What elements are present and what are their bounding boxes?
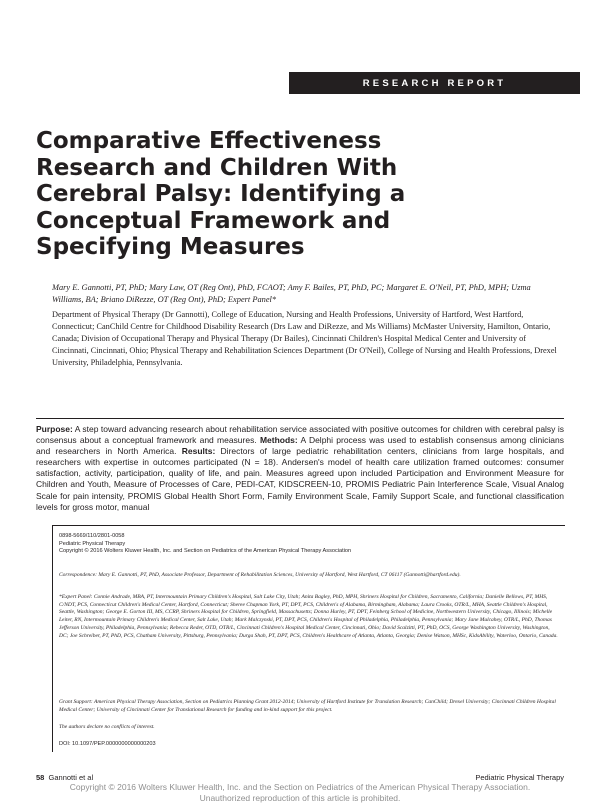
publication-info — [59, 533, 499, 556]
author-list: Mary E. Gannotti, PT, PhD; Mary Law, OT (Reg Ont), PhD, FCAOT; Amy F. Bailes, PT, PhD, PC; Margaret E. O'Neil, PT, PhD, MPH; Uzma Williams, BA; Briano DiRezze, OT (Reg Ont), PhD; Expert Panel* — [52, 283, 531, 304]
running-author: Gannotti et al — [48, 773, 94, 782]
copyright-watermark: Copyright © 2016 Wolters Kluwer Health, Inc. and the Section on Pediatrics of the American Physical Therapy Association. — [69, 782, 531, 792]
results-text: Directors of large pediatric rehabilitation centers, clinicians from large hospitals, and researchers with expertise in outcomes participated (N = 18). Andersen's model of health care utilization framed outcomes: consumer satisfaction, activity, participation, quality of life, and pain. Measures agreed upon included Participation and Environment Measure for Children and Youth, Measure of Processes of Care, PEDI-CAT, KIDSCREEN-10, PROMIS Pediatric Pain Interference Scale, Visual Analog Scale for pain intensity, PROMIS Global Health Short Form, Family Environment Scale, Family Support Scale, and functional classification levels for gross motor, manual — [36, 446, 564, 512]
page-footer-left — [36, 773, 93, 782]
doi[interactable]: DOI: 10.1097/PEP.0000000000000203 — [59, 741, 156, 747]
conflict-of-interest: The authors declare no conflicts of interest. — [59, 724, 155, 730]
running-journal: Pediatric Physical Therapy — [475, 773, 564, 782]
purpose-text: A step toward advancing research about rehabilitation service associated with positive outcomes for children with cerebral palsy is consensus about a conceptual framework and measures. — [36, 424, 564, 446]
expert-panel: *Expert Panel: Connie Andrade, MBA, PT, Intermountain Primary Children's Hospital, Salt Lake City, Utah; Anita Bagley, PhD, MPH, Shriners Hospital for Children, Sacramento, California; Danielle Bellows, PT, MHS, C/NDT, PCS, Connecticut Children's Medical Center, Hartford, Connecticut; Sheree Chapman York, PT, DPT, PCS, Children's of Alabama, Birmingham, Alabama; Laura Crooks, OTR/L, MHA, Seattle Children's Hospital, Seattle, Washington; George E. Gorton III, MS, CCRP, Shriners Hospital for Children, Springfield, Massachusetts; Donna Hurley, PT, DPT, Feinberg School of Medicine, Northwestern University, Chicago, Illinois; Michelle Leiter, RN, Intermountain Primary Children's Medical Center, Salt Lake, Utah; Mark Malczynski, PT, DPT, PCS, Children's Hospital of Philadelphia, Philadelphia, Pennsylvania; Mary Jane Mulcahey, OTR/L, PhD, Thomas Jefferson University, Philadelphia, Pennsylvania; Rebecca Reder, OTD, OTR/L, Cincinnati Children's Hospital Medical Center, Cincinnati, Ohio; David Scalzitti, PT, PhD, OCS, George Washington University, Washington, DC; Joe Schreiber, PT, PhD, PCS, Chatham University, Pittsburg, Pennsylvania; Durga Shah, PT, DPT, PCS, Children's Healthcare of Atlanta, Atlanta, Georgia; Denise Watson, MHSc, KidsAbility, Waterloo, Ontario, Canada. — [59, 594, 558, 639]
results-label: Results: — [181, 446, 216, 457]
article-title: Comparative Effectiveness Research and Children With Cerebral Palsy: Identifying a Conceptual Framework and Specifying Measures — [36, 128, 406, 260]
correspondence-label: Correspondence: — [59, 572, 97, 578]
reproduction-watermark: Unauthorized reproduction of this article is prohibited. — [199, 793, 401, 803]
correspondence-text: Mary E. Gannotti, PT, PhD, Associate Professor, Department of Rehabilitation Sciences, University of Hartford, West Hartford, CT 06117 (Gannotti@hartford.edu). — [96, 572, 461, 578]
purpose-label: Purpose: — [36, 424, 73, 434]
copyright-line: Copyright © 2016 Wolters Kluwer Health, Inc. and Section on Pediatrics of the American Physical Therapy Association — [59, 548, 352, 555]
section-banner: RESEARCH REPORT — [289, 72, 580, 94]
correspondence — [59, 572, 559, 580]
page-number: 58 — [36, 773, 45, 782]
grant-support: Grant Support: American Physical Therapy Association, Section on Pediatrics Planning Grant 2012-2014; University of Hartford Institute for Translation Research; CanChild; Drexel University; Cincinnati Children Hospital Medical Center; University of Cincinnati Center for Translational Research for funding and in-kind support for this project. — [59, 699, 556, 713]
journal-name: Pediatric Physical Therapy — [59, 540, 126, 547]
issn: 0898-5669/110/2801-0058 — [59, 533, 125, 539]
methods-label: Methods: — [259, 435, 298, 446]
methods-text: A Delphi process was used to establish consensus among clinicians and researchers in North America. — [36, 435, 564, 457]
abstract — [36, 418, 564, 512]
affiliations: Department of Physical Therapy (Dr Gannotti), College of Education, Nursing and Health Professions, University of Hartford, West Hartford, Connecticut; CanChild Centre for Childhood Disability Research (Drs Law and DiRezze, and Ms Williams) McMaster University, Hamilton, Ontario, Canada; Division of Occupational Therapy and Physical Therapy (Dr Bailes), Cincinnati Children's Hospital Medical Center and University of Cincinnati, Cincinnati, Ohio; Physical Therapy and Rehabilitation Sciences Department (Dr O'Neil), College of Nursing and Health Professions, Drexel University, Philadelphia, Pennsylvania. — [52, 310, 557, 368]
